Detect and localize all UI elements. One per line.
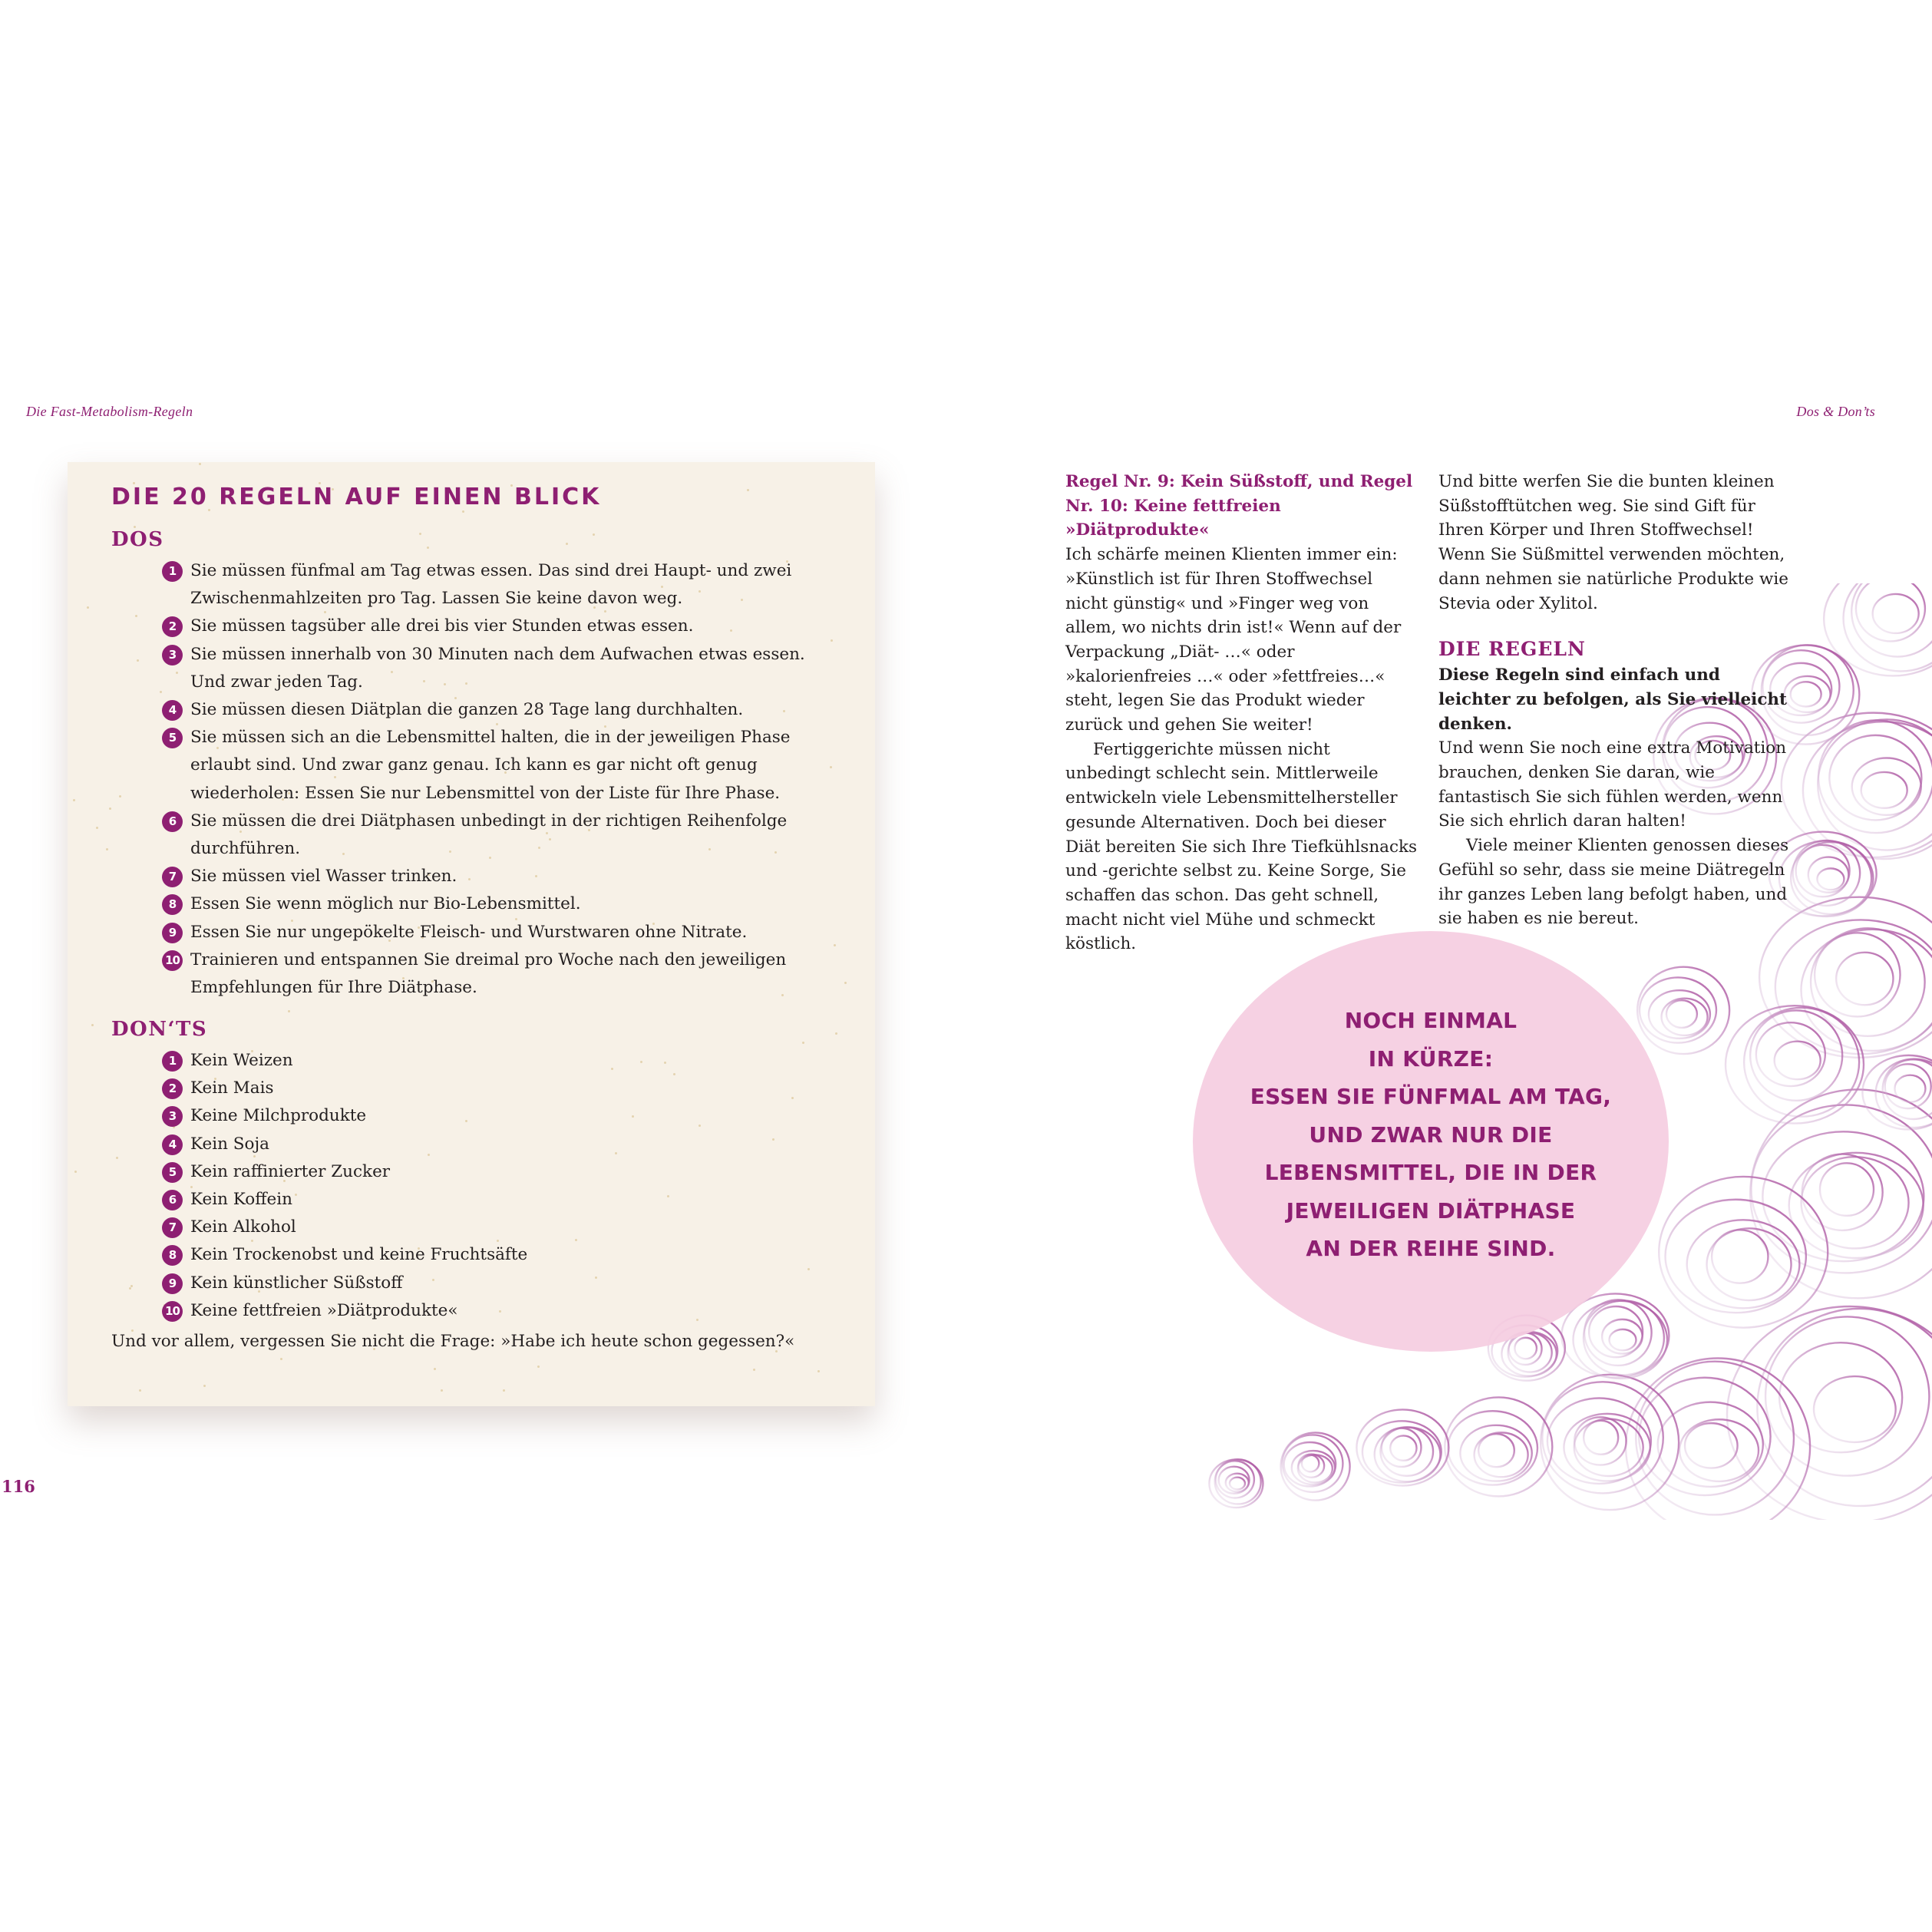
- number-badge: 6: [162, 811, 183, 832]
- swirl-ring: [1666, 1000, 1697, 1028]
- swirl-ring: [1802, 1154, 1883, 1230]
- callout-circle: [1193, 931, 1669, 1352]
- swirl-ring: [1836, 953, 1893, 1005]
- rule-text: Sie müssen diesen Diätplan die ganzen 28 Tage lang durchhalten.: [190, 700, 744, 720]
- dos-item: [162, 696, 837, 724]
- rule-text: Kein Alkohol: [190, 1217, 296, 1237]
- paper-speckle: [73, 799, 75, 801]
- donts-item: [162, 1214, 623, 1241]
- text-column-left: [1065, 470, 1418, 956]
- paper-speckle: [503, 1389, 505, 1392]
- rule-text: Sie müssen viel Wasser trinken.: [190, 867, 457, 887]
- page-number: 116: [2, 1477, 35, 1496]
- donts-heading: DON‘TS: [111, 1018, 208, 1041]
- swirl-ring: [1802, 1157, 1909, 1248]
- rule-text: Keine Milchprodukte: [190, 1106, 367, 1126]
- callout-line: LEBENSMITTEL, DIE IN DER: [1264, 1160, 1597, 1185]
- donts-item: [162, 1241, 623, 1269]
- paper-speckle: [747, 489, 749, 491]
- paper-speckle: [835, 1032, 837, 1035]
- paper-speckle: [434, 1368, 436, 1370]
- body-paragraph: Fertiggerichte müssen nicht unbedingt schlecht sein. Mittlerweile entwickeln viele Lebensmittelhersteller gesunde Alternativen. Doch bei dieser Diät bereiten Sie sich Ihre Tiefkühlsnacks und -gerichte selbst zu. Keine Sorge, Sie schaffen das schon. Das geht schnell, macht nicht viel Mühe und schmeckt köstlich.: [1065, 739, 1418, 954]
- swirl-ring: [1687, 1220, 1800, 1308]
- number-badge: 3: [162, 1106, 183, 1127]
- paper-speckle: [288, 1010, 290, 1012]
- closing-line: Und vor allem, vergessen Sie nicht die Frage: »Habe ich heute schon gegessen?«: [111, 1332, 795, 1351]
- number-badge: 4: [162, 700, 183, 721]
- number-badge: 8: [162, 1245, 183, 1266]
- rule-text: Kein raffinierter Zucker: [190, 1161, 391, 1181]
- number-badge: 9: [162, 1273, 183, 1294]
- dos-item: [162, 919, 837, 946]
- rule-text: Keine fettfreien »Diätprodukte«: [190, 1300, 458, 1320]
- donts-list: [162, 1047, 623, 1325]
- number-badge: 4: [162, 1134, 183, 1155]
- swirl-ring: [1712, 1230, 1768, 1283]
- callout-line: ESSEN SIE FÜNFMAL AM TAG,: [1250, 1084, 1612, 1109]
- swirl-ring: [1584, 1421, 1618, 1455]
- paper-speckle: [673, 1073, 675, 1075]
- dos-item: [162, 724, 837, 807]
- paper-speckle: [791, 1097, 794, 1099]
- swirl-ring: [1750, 1010, 1842, 1100]
- paper-speckle: [106, 848, 108, 850]
- paper-speckle: [593, 533, 595, 536]
- callout-text: [1193, 1002, 1669, 1268]
- paper-speckle: [119, 795, 121, 798]
- section-heading: DIE REGELN: [1438, 638, 1586, 661]
- number-badge: 3: [162, 645, 183, 665]
- callout-line: UND ZWAR NUR DIE: [1309, 1121, 1553, 1148]
- rule-text: Kein künstlicher Süßstoff: [190, 1273, 403, 1293]
- rule-text: Kein Mais: [190, 1078, 274, 1098]
- number-badge: 2: [162, 1078, 183, 1099]
- number-badge: 10: [162, 1301, 183, 1322]
- callout-line: JEWEILIGEN DIÄTPHASE: [1286, 1197, 1576, 1224]
- rule-text: Trainieren und entspannen Sie dreimal pro Woche nach den jeweiligen Empfehlungen für Ihre Diätphase.: [190, 949, 787, 998]
- paper-speckle: [696, 1319, 698, 1321]
- paper-speckle: [698, 1125, 701, 1127]
- number-badge: 2: [162, 616, 183, 637]
- paper-speckle: [139, 1389, 141, 1392]
- number-badge: 1: [162, 1051, 183, 1072]
- running-head-right: Dos & Don’ts: [1796, 404, 1875, 419]
- number-badge: 7: [162, 867, 183, 887]
- rule-text: Kein Soja: [190, 1134, 269, 1154]
- dos-list: [162, 557, 837, 1002]
- swirl-ring: [1873, 594, 1919, 633]
- paper-speckle: [203, 1385, 206, 1387]
- dos-item: [162, 863, 837, 890]
- paper-speckle: [137, 659, 139, 662]
- paper-speckle: [667, 1195, 669, 1197]
- swirl-ring: [1609, 1329, 1636, 1350]
- paper-speckle: [91, 1024, 94, 1026]
- paper-speckle: [135, 615, 137, 617]
- swirl-ring: [1514, 1338, 1537, 1359]
- donts-item: [162, 1047, 623, 1075]
- paper-speckle: [566, 543, 568, 545]
- number-badge: 9: [162, 923, 183, 943]
- rule-text: Sie müssen fünfmal am Tag etwas essen. Das sind drei Haupt- und zwei Zwischenmahlzeiten pro Tag. Lassen Sie keine davon weg.: [190, 561, 792, 609]
- rules-box: [68, 462, 875, 1406]
- dos-item: [162, 946, 837, 1002]
- dos-item: [162, 641, 837, 696]
- rules-box-title: DIE 20 REGELN AUF EINEN BLICK: [111, 484, 602, 510]
- paper-speckle: [807, 1268, 810, 1270]
- paper-speckle: [664, 1062, 666, 1064]
- swirl-ring: [1574, 1419, 1643, 1476]
- swirl-ring: [1861, 772, 1907, 808]
- number-badge: 1: [162, 561, 183, 582]
- swirl-ring: [1666, 1200, 1806, 1313]
- swirl-ring: [1779, 1342, 1902, 1452]
- paper-speckle: [96, 827, 98, 829]
- paper-speckle: [753, 1369, 755, 1371]
- swirl-ring: [1894, 1075, 1925, 1102]
- swirl-ring: [1762, 1131, 1924, 1261]
- swirl-ring: [1230, 1478, 1245, 1490]
- dos-heading: DOS: [111, 528, 164, 551]
- paper-speckle: [462, 510, 464, 513]
- paper-speckle: [116, 1157, 118, 1159]
- paper-speckle: [632, 1115, 634, 1118]
- swirl-ring: [1478, 1434, 1514, 1467]
- donts-item: [162, 1131, 623, 1158]
- donts-item: [162, 1102, 623, 1130]
- lead-paragraph: Diese Regeln sind einfach und leichter zu befolgen, als Sie vielleicht denken.: [1438, 665, 1787, 734]
- paper-speckle: [844, 982, 847, 984]
- rule-text: Essen Sie nur ungepökelte Fleisch- und Wurstwaren ohne Nitrate.: [190, 922, 748, 942]
- callout-line: IN KÜRZE:: [1368, 1045, 1494, 1072]
- swirl-ring: [1390, 1435, 1416, 1460]
- swirl-ring: [1380, 1428, 1433, 1476]
- paper-speckle: [772, 1138, 774, 1141]
- paper-speckle: [129, 1287, 131, 1290]
- paper-speckle: [802, 1042, 804, 1044]
- donts-item: [162, 1075, 623, 1102]
- swirl-ring: [1791, 682, 1821, 706]
- rule-text: Kein Trockenobst und keine Fruchtsäfte: [190, 1245, 528, 1265]
- rule-text: Essen Sie wenn möglich nur Bio-Lebensmittel.: [190, 894, 581, 914]
- swirl-ring: [1814, 1376, 1896, 1442]
- rule-text: Sie müssen sich an die Lebensmittel halten, die in der jeweiligen Phase erlaubt sind. Und zwar ganz genau. Ich kann es gar nicht oft genug wiederholen: Essen Sie nur Lebensmittel von der Liste für Ihre Phase.: [190, 728, 791, 803]
- rule-text: Sie müssen die drei Diätphasen unbedingt in der richtigen Reihenfolge durchführen.: [190, 811, 788, 859]
- swirl-ring: [1817, 868, 1844, 890]
- paper-speckle: [537, 1366, 540, 1368]
- body-paragraph: Viele meiner Klienten genossen dieses Gefühl so sehr, dass sie meine Diätregeln ihr ganzes Leben lang befolgt haben, und sie haben es nie bereut.: [1438, 836, 1789, 929]
- callout-line: AN DER REIHE SIND.: [1306, 1236, 1556, 1261]
- swirl-ring: [1820, 1163, 1874, 1216]
- swirl-ring: [1679, 1419, 1759, 1481]
- number-badge: 6: [162, 1190, 183, 1210]
- rule-text: Kein Koffein: [190, 1190, 292, 1210]
- swirl-ring: [1818, 719, 1932, 850]
- paper-speckle: [74, 1171, 77, 1173]
- body-paragraph: Und bitte werfen Sie die bunten kleinen Süßstofftütchen weg. Sie sind Gift für Ihren Körper und Ihren Stoffwechsel! Wenn Sie Süßmittel verwenden möchten, dann nehmen sie natürliche Produkte wie Stevia oder Xylitol.: [1438, 472, 1788, 613]
- paper-speckle: [441, 1389, 443, 1392]
- paper-speckle: [427, 547, 429, 549]
- dos-item: [162, 613, 837, 640]
- swirl-ring: [1775, 1042, 1821, 1080]
- paper-speckle: [199, 463, 201, 465]
- body-paragraph: Ich schärfe meinen Klienten immer ein: »Künstlich ist für Ihren Stoffwechsel nicht günstig« und »Finger weg von allem, wo nichts drin ist!« Wenn auf der Verpackung „Diät- …« oder »kalorienfreies …« oder »fettfreies…« steht, legen Sie das Produkt wieder zurück und gehen Sie weiter!: [1065, 545, 1402, 735]
- paper-speckle: [640, 1061, 642, 1063]
- rule-text: Sie müssen innerhalb von 30 Minuten nach dem Aufwachen etwas essen. Und zwar jeden Tag.: [190, 644, 805, 692]
- donts-item: [162, 1270, 623, 1297]
- paper-speckle: [87, 606, 89, 609]
- text-column-right: [1438, 470, 1792, 931]
- donts-item: [162, 1297, 623, 1325]
- paper-speckle: [817, 1370, 820, 1372]
- number-badge: 7: [162, 1217, 183, 1238]
- number-badge: 8: [162, 894, 183, 915]
- body-paragraph: Und wenn Sie noch eine extra Motivation brauchen, denken Sie daran, wie fantastisch Sie sich fühlen werden, wenn Sie sich ehrlich daran halten!: [1438, 738, 1787, 831]
- rule-text: Sie müssen tagsüber alle drei bis vier Stunden etwas essen.: [190, 616, 694, 636]
- rule-heading: Regel Nr. 9: Kein Süßstoff, und Regel Nr. 10: Keine fettfreien »Diätprodukte«: [1065, 472, 1413, 540]
- donts-item: [162, 1158, 623, 1186]
- swirl-ring: [1302, 1455, 1319, 1472]
- running-head-left: Die Fast-Metabolism-Regeln: [26, 404, 193, 419]
- number-badge: 5: [162, 1162, 183, 1183]
- dos-item: [162, 807, 837, 863]
- rule-text: Kein Weizen: [190, 1051, 293, 1070]
- paper-speckle: [109, 807, 111, 810]
- number-badge: 5: [162, 728, 183, 748]
- swirl-ring: [1756, 1022, 1825, 1086]
- number-badge: 10: [162, 950, 183, 971]
- paper-speckle: [419, 533, 421, 535]
- donts-item: [162, 1186, 623, 1214]
- swirl-ring: [1685, 1423, 1738, 1468]
- paper-speckle: [280, 1358, 282, 1360]
- dos-item: [162, 890, 837, 918]
- callout-line: NOCH EINMAL: [1344, 1008, 1518, 1033]
- dos-item: [162, 557, 837, 613]
